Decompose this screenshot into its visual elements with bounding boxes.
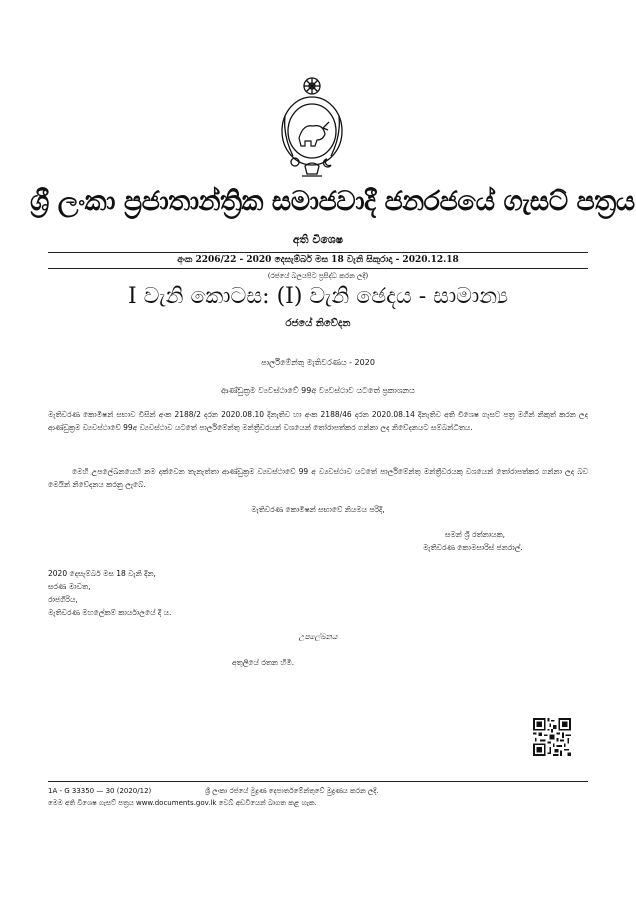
signatory-name: සමන් ශ්‍රී රත්නායක, — [445, 530, 506, 539]
gazette-masthead-title: ශ්‍රී ලංකා ප්‍රජාතාන්ත්‍රික සමාජවාදී ජනරජයේ ගැසට් පත්‍රය — [30, 186, 635, 217]
header-rule-top — [48, 252, 588, 253]
address-line: මැතිවරණ මහලේකම් කාර්යාලයේ දී ය. — [48, 608, 172, 617]
footer-printed-note: ශ්‍රී ලංකා රජයේ මුද්‍රණ දෙපාර්තමේන්තුවේ මුද්‍රණය කරන ලදී. — [205, 787, 379, 795]
issue-line: අංක 2206/22 - 2020 දෙසැම්බර් මස 18 වැනි සිකුරාදා - 2020.12.18 — [177, 255, 459, 265]
qr-code-icon — [533, 718, 571, 756]
parliamentary-election-heading: පාර්ලිමේන්තු මැතිවරණය - 2020 — [261, 358, 375, 367]
by-order-line: මැතිවරණ කොමිෂන් සභාවේ නියමය පරිදි, — [251, 505, 385, 514]
footer-rule — [48, 781, 588, 782]
address-block — [48, 567, 171, 619]
national-emblem-icon — [277, 76, 347, 178]
publish-note: (රජයේ බලයපිට ප්‍රසිද්ධ කරන ලදී) — [267, 272, 369, 280]
notice-paragraph-2: මෙහි උපලේඛනයෙහි නම දක්වෙන තැනැත්තා ආණ්ඩුක්‍රම ව්‍යවස්ථාවේ 99 අ ව්‍යවස්ථාව යටතේ පාර්ලිමේන්තු මන්ත්‍රීවරයකු වශයෙන් තෝරාපත්කර ගන්නා ලද බව මෙයින් නිවේදනය කරනු ලැබේ. — [48, 467, 588, 489]
signatory-title: මැතිවරණ කොමසාරිස් ජනරාල්. — [423, 543, 523, 552]
address-line: 2020 දෙසැම්බර් මස 18 වැනි දින, — [48, 569, 156, 578]
address-line: රාජගිරිය, — [48, 595, 78, 604]
part-title: I වැනි කොටස: (I) වැනි ඡෙදය - සාමාන්‍ය — [127, 284, 509, 309]
signature-block — [423, 528, 523, 554]
extraordinary-label: අති විශෙෂ — [292, 233, 344, 246]
footer-website-note: මෙම අති විශෙෂ ගැසට් පත්‍රය www.documents.gov.lk වෙබ් අඩවියෙන් බාගත කළ හැක. — [48, 799, 317, 807]
notice-subheading: ආණ්ඩුක්‍රම ව්‍යවස්ථාවේ 99අ ව්‍යවස්ථාව යටතේ ප්‍රකාශනය — [221, 386, 415, 395]
header-rule-bottom — [48, 268, 588, 269]
footer-code: 1A - G 33350 — 30 (2020/12) — [48, 787, 152, 795]
notice-paragraph-1: මැතිවරණ කොමිෂන් සභාව විසින් අංක 2188/2 දරන 2020.08.10 දිනැතිව හා අංක 2188/46 දරන 2020.08.14 දිනැතිව අති විශෙෂ ගැසට් පත්‍ර මගින් නිකුත් කරන ලද ආණ්ඩුක්‍රම ව්‍යවස්ථාවේ 99අ ව්‍යවස්ථාව යටතේ පාර්ලිමේන්තු මන්ත්‍රීවරයන් වශයෙන් තෝරාපත්කර ගන්නා ලද නිවේදනයට සම්බන්ධිතය. — [48, 410, 588, 432]
elected-member-name: අතුලියේ රතන හිමි. — [232, 658, 295, 667]
government-notices-heading: රජයේ නිවේදන — [285, 318, 351, 329]
address-line: සරණ මාවත, — [48, 582, 91, 591]
schedule-heading: උපලේඛනය — [298, 632, 338, 641]
